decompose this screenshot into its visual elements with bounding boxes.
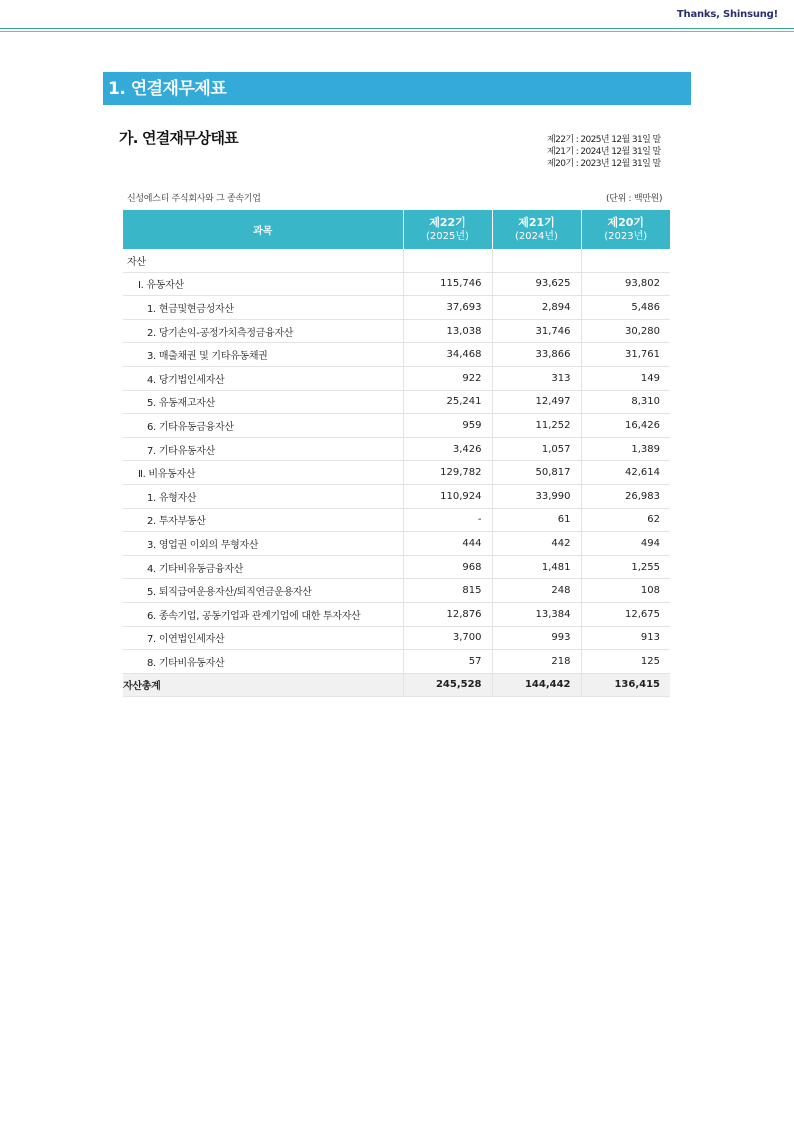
amount-cell: 31,746 xyxy=(492,319,581,343)
table-row xyxy=(123,437,670,461)
amount-cell: 494 xyxy=(581,532,670,556)
table-row xyxy=(123,272,670,296)
account-name: 3. 영업권 이외의 무형자산 xyxy=(123,532,403,556)
period-line: 제21기 : 2024년 12월 31일 말 xyxy=(547,147,661,157)
period-line: 제22기 : 2025년 12월 31일 말 xyxy=(547,135,661,145)
amount-cell: 31,761 xyxy=(581,343,670,367)
table-row xyxy=(123,626,670,650)
amount-cell: 93,802 xyxy=(581,272,670,296)
amount-cell: 3,700 xyxy=(403,626,492,650)
column-header-account xyxy=(123,210,403,249)
column-header-period xyxy=(492,210,581,249)
amount-cell: 1,389 xyxy=(581,437,670,461)
period-line: 제20기 : 2023년 12월 31일 말 xyxy=(547,159,661,169)
amount-cell: 5,486 xyxy=(581,296,670,320)
amount-cell: 968 xyxy=(403,555,492,579)
amount-cell: 248 xyxy=(492,579,581,603)
amount-cell: 3,426 xyxy=(403,437,492,461)
total-amount-cell: 245,528 xyxy=(403,673,492,697)
amount-cell: 61 xyxy=(492,508,581,532)
account-name: 6. 종속기업, 공동기업과 관계기업에 대한 투자자산 xyxy=(123,602,403,626)
account-name: 1. 유형자산 xyxy=(123,484,403,508)
column-header-label: 제20기 xyxy=(607,215,645,229)
account-name: 2. 당기손익-공정가치측정금융자산 xyxy=(123,319,403,343)
amount-cell: 25,241 xyxy=(403,390,492,414)
amount-cell: 30,280 xyxy=(581,319,670,343)
account-name: 2. 투자부동산 xyxy=(123,508,403,532)
account-name: 6. 기타유동금융자산 xyxy=(123,414,403,438)
amount-cell: 33,866 xyxy=(492,343,581,367)
header-rule xyxy=(0,28,794,29)
account-name: 4. 당기법인세자산 xyxy=(123,366,403,390)
table-row xyxy=(123,319,670,343)
total-row xyxy=(123,673,670,697)
section-title-bar xyxy=(103,72,691,105)
balance-sheet-table xyxy=(123,210,670,697)
amount-cell: 149 xyxy=(581,366,670,390)
amount-cell: 129,782 xyxy=(403,461,492,485)
period-list xyxy=(547,134,661,170)
table-row xyxy=(123,602,670,626)
amount-cell: 12,876 xyxy=(403,602,492,626)
table-row xyxy=(123,296,670,320)
account-name: 5. 유동재고자산 xyxy=(123,390,403,414)
column-header-year: (2025년) xyxy=(426,230,469,242)
amount-cell: 34,468 xyxy=(403,343,492,367)
header-rule-secondary xyxy=(0,31,794,32)
account-name: 3. 매출채권 및 기타유동채권 xyxy=(123,343,403,367)
company-name: 신성에스티 주식회사와 그 종속기업 xyxy=(127,194,261,204)
column-header-label: 제22기 xyxy=(429,215,466,229)
amount-cell: 218 xyxy=(492,650,581,674)
amount-cell: 62 xyxy=(581,508,670,532)
amount-cell: 33,990 xyxy=(492,484,581,508)
amount-cell: 993 xyxy=(492,626,581,650)
table-row xyxy=(123,414,670,438)
brand-tagline: Thanks, Shinsung! xyxy=(676,9,778,20)
amount-cell: 115,746 xyxy=(403,272,492,296)
total-label: 자산총계 xyxy=(123,673,403,697)
amount-cell: 26,983 xyxy=(581,484,670,508)
account-name: 1. 현금및현금성자산 xyxy=(123,296,403,320)
column-header-year: (2024년) xyxy=(515,230,558,242)
amount-cell: 93,625 xyxy=(492,272,581,296)
column-header-year: (2023년) xyxy=(604,230,648,242)
column-header-label: 과목 xyxy=(253,226,273,237)
amount-cell xyxy=(403,249,492,272)
amount-cell: 922 xyxy=(403,366,492,390)
account-name: 7. 기타유동자산 xyxy=(123,437,403,461)
amount-cell: 16,426 xyxy=(581,414,670,438)
table-row xyxy=(123,532,670,556)
subsection-title: 가. 연결재무상태표 xyxy=(119,129,238,147)
account-name: 7. 이연법인세자산 xyxy=(123,626,403,650)
table-row xyxy=(123,343,670,367)
account-name: 5. 퇴직급여운용자산/퇴직연금운용자산 xyxy=(123,579,403,603)
account-name: 자산 xyxy=(123,249,403,272)
amount-cell: 1,057 xyxy=(492,437,581,461)
amount-cell: 959 xyxy=(403,414,492,438)
amount-cell: 13,384 xyxy=(492,602,581,626)
column-header-period xyxy=(403,210,492,249)
table-row xyxy=(123,508,670,532)
amount-cell: 8,310 xyxy=(581,390,670,414)
amount-cell: 110,924 xyxy=(403,484,492,508)
account-name: 8. 기타비유동자산 xyxy=(123,650,403,674)
column-header-period xyxy=(581,210,670,249)
amount-cell: 57 xyxy=(403,650,492,674)
amount-cell: 442 xyxy=(492,532,581,556)
amount-cell: 108 xyxy=(581,579,670,603)
amount-cell: 1,255 xyxy=(581,555,670,579)
amount-cell: 313 xyxy=(492,366,581,390)
table-row xyxy=(123,249,670,272)
table-row xyxy=(123,484,670,508)
account-name: 4. 기타비유동금융자산 xyxy=(123,555,403,579)
amount-cell: 11,252 xyxy=(492,414,581,438)
unit-label: (단위 : 백만원) xyxy=(606,194,663,204)
amount-cell: 12,497 xyxy=(492,390,581,414)
amount-cell: 125 xyxy=(581,650,670,674)
account-name: Ⅰ. 유동자산 xyxy=(123,272,403,296)
table-body xyxy=(123,249,670,697)
amount-cell: 50,817 xyxy=(492,461,581,485)
account-name: Ⅱ. 비유동자산 xyxy=(123,461,403,485)
amount-cell xyxy=(581,249,670,272)
total-amount-cell: 136,415 xyxy=(581,673,670,697)
amount-cell: 42,614 xyxy=(581,461,670,485)
amount-cell: 2,894 xyxy=(492,296,581,320)
amount-cell: 13,038 xyxy=(403,319,492,343)
amount-cell: 12,675 xyxy=(581,602,670,626)
amount-cell: 37,693 xyxy=(403,296,492,320)
table-row xyxy=(123,390,670,414)
table-row xyxy=(123,461,670,485)
amount-cell: 815 xyxy=(403,579,492,603)
amount-cell: 1,481 xyxy=(492,555,581,579)
table-row xyxy=(123,366,670,390)
total-amount-cell: 144,442 xyxy=(492,673,581,697)
table-row xyxy=(123,555,670,579)
amount-cell xyxy=(492,249,581,272)
table-row xyxy=(123,650,670,674)
table-row xyxy=(123,579,670,603)
section-title: 1. 연결재무제표 xyxy=(108,79,227,99)
column-header-label: 제21기 xyxy=(518,215,555,229)
table-header-row xyxy=(123,210,670,249)
amount-cell: 444 xyxy=(403,532,492,556)
amount-cell: 913 xyxy=(581,626,670,650)
amount-cell: - xyxy=(403,508,492,532)
